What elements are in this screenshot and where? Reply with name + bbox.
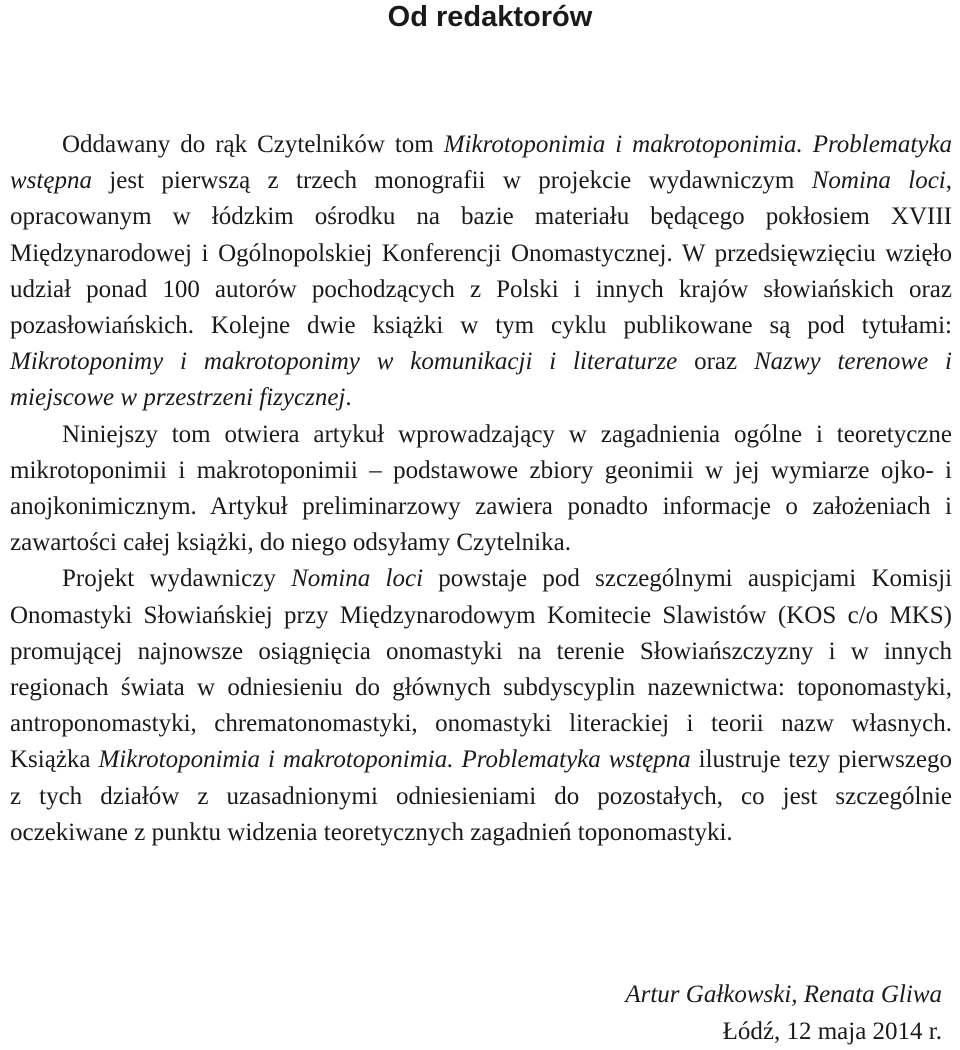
italic-title-run: Mikrotoponimy i makrotoponimy w komunikacji i literaturze bbox=[10, 348, 677, 375]
signature-block bbox=[625, 977, 942, 1050]
signature-place-date: Łódź, 12 maja 2014 r. bbox=[625, 1014, 942, 1050]
text-run: Projekt wydawniczy bbox=[62, 565, 291, 592]
paragraph-2 bbox=[10, 417, 952, 562]
page-title: Od redaktorów bbox=[10, 0, 960, 34]
italic-title-run: Nomina loci bbox=[812, 167, 946, 194]
text-run: . bbox=[345, 384, 351, 411]
text-run: ilustruje tezy pierwszego z tych działów z uzasadnionymi odniesieniami do pozostałych, co jest szczególnie oczekiwane z punktu widzenia teoretycznych zagadnień toponomastyki. bbox=[10, 746, 952, 845]
italic-title-run: Mikrotoponimia i makrotoponimia. Problematyka wstępna bbox=[10, 131, 952, 194]
italic-title-run: Nomina loci bbox=[291, 565, 423, 592]
italic-title-run: Mikrotoponimia i makrotoponimia. Problematyka wstępna bbox=[98, 746, 690, 773]
text-run: jest pierwszą z trzech monografii w projekcie wydawniczym bbox=[92, 167, 812, 194]
signature-authors: Artur Gałkowski, Renata Gliwa bbox=[625, 977, 942, 1014]
text-run: Oddawany do rąk Czytelników tom bbox=[62, 131, 444, 158]
text-run: powstaje pod szczególnymi auspicjami Komisji Onomastyki Słowiańskiej przy Międzynarodowym Komitecie Slawistów (KOS c/o MKS) promującej najnowsze osiągnięcia onomastyki na terenie Słowiańszczyzny i w innych regionach świata w odniesieniu do głównych subdyscyplin nazewnictwa: toponomastyki, antroponomastyki, chrematonomastyki, onomastyki literackiej i teorii nazw własnych. Książka bbox=[10, 565, 952, 773]
text-run: oraz bbox=[677, 348, 754, 375]
document-page bbox=[10, 0, 952, 1047]
text-run: Niniejszy tom otwiera artykuł wprowadzający w zagadnienia ogólne i teoretyczne mikrotoponimii i makrotoponimii – podstawowe zbiory geonimii w jej wymiarze ojko- i anojkonimicznym. Artykuł preliminarzowy zawiera ponadto informacje o założeniach i zawartości całej książki, do niego odsyłamy Czytelnika. bbox=[10, 421, 952, 557]
text-run: , opracowanym w łódzkim ośrodku na bazie materiału będącego pokłosiem XVIII Międzynarodowej i Ogólnopolskiej Konferencji Onomastycznej. W przedsięwzięciu wzięło udział ponad 100 autorów pochodzących z Polski i innych krajów słowiańskich oraz pozasłowiańskich. Kolejne dwie książki w tym cyklu publikowane są pod tytułami: bbox=[10, 167, 952, 339]
paragraph-3 bbox=[10, 561, 952, 851]
italic-title-run: Nazwy terenowe i miejscowe w przestrzeni fizycznej bbox=[10, 348, 952, 411]
editorial-body bbox=[10, 127, 952, 851]
paragraph-1 bbox=[10, 127, 952, 417]
